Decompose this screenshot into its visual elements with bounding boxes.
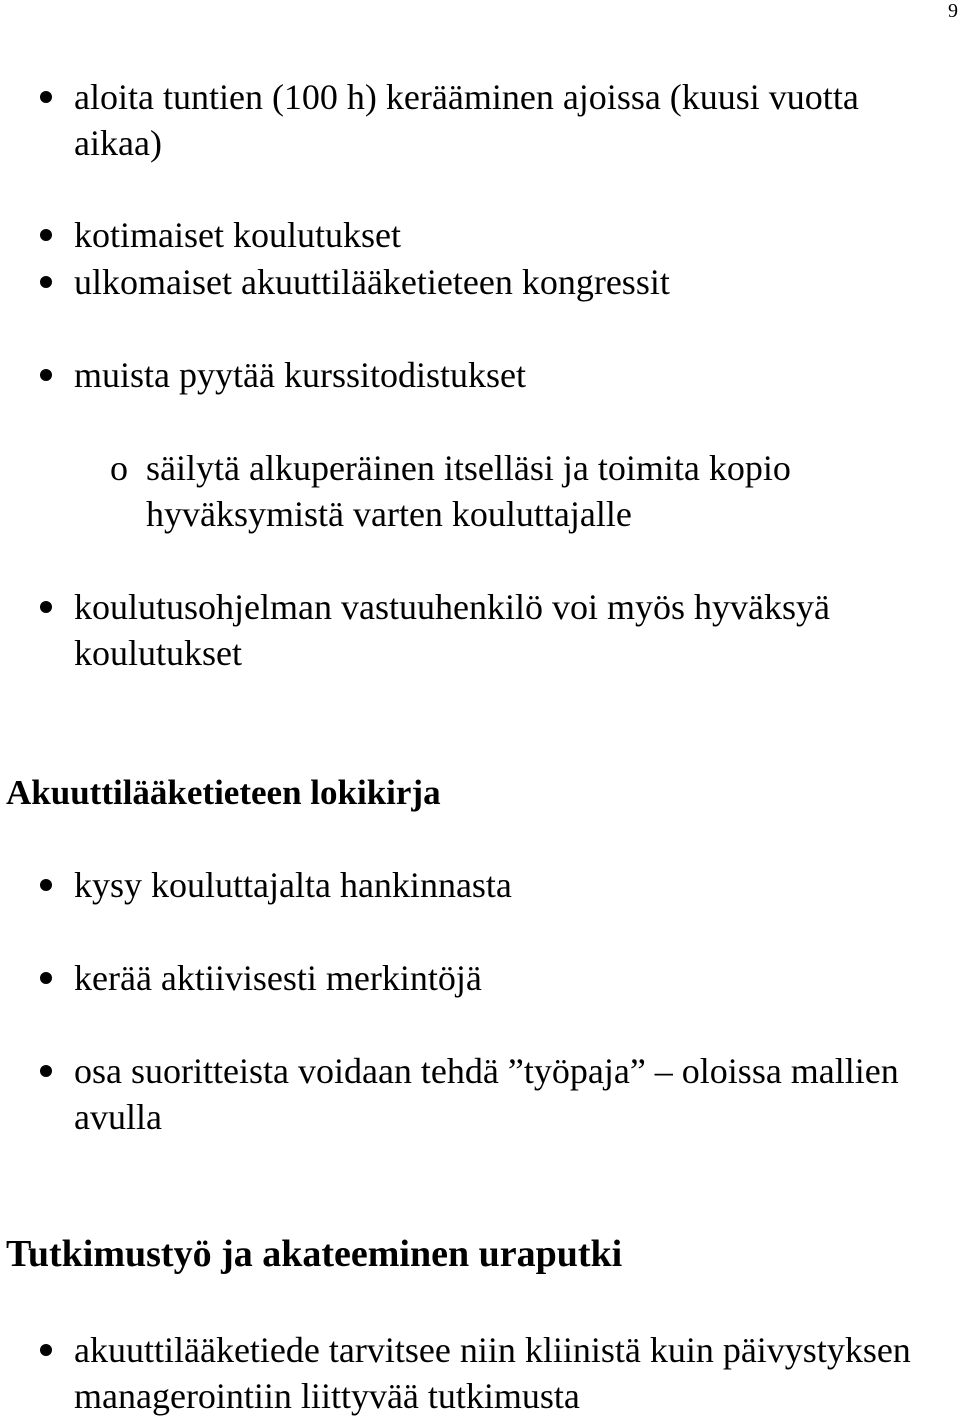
section-heading: Akuuttilääketieteen lokikirja xyxy=(6,773,441,812)
list-item-text: ulkomaiset akuuttilääketieteen kongressit xyxy=(74,262,670,302)
list-item-text: kotimaiset koulutukset xyxy=(74,215,401,255)
list-item xyxy=(74,259,944,305)
list-item-text: akuuttilääketiede tarvitsee niin kliinistä kuin päivystyksen managerointiin liittyvää tutkimusta xyxy=(74,1330,911,1416)
sub-list-item xyxy=(110,445,926,537)
bullet-icon xyxy=(40,91,52,103)
sub-list-item-text: säilytä alkuperäinen itselläsi ja toimita kopio hyväksymistä varten kouluttajalle xyxy=(146,448,791,534)
bullet-icon xyxy=(40,879,52,891)
bullet-icon xyxy=(40,972,52,984)
section-heading: Tutkimustyö ja akateeminen uraputki xyxy=(6,1233,623,1275)
sub-bullet-marker: o xyxy=(110,448,128,488)
list-item-text: osa suoritteista voidaan tehdä ”työpaja” – oloissa mallien avulla xyxy=(74,1051,899,1137)
bullet-icon xyxy=(40,1344,52,1356)
list-item-text: aloita tuntien (100 h) kerääminen ajoissa (kuusi vuotta aikaa) xyxy=(74,77,859,163)
list-item xyxy=(74,955,944,1001)
list-item-text: kerää aktiivisesti merkintöjä xyxy=(74,958,482,998)
list-item-text: koulutusohjelman vastuuhenkilö voi myös hyväksyä koulutukset xyxy=(74,587,830,673)
bullet-icon xyxy=(40,1065,52,1077)
bullet-icon xyxy=(40,369,52,381)
list-item-text: muista pyytää kurssitodistukset xyxy=(74,355,526,395)
bullet-icon xyxy=(40,601,52,613)
list-item xyxy=(74,862,944,908)
list-item xyxy=(74,1327,944,1419)
bullet-icon xyxy=(40,276,52,288)
page-number: 9 xyxy=(948,0,958,22)
list-item xyxy=(74,74,944,166)
list-item xyxy=(74,1048,944,1140)
list-item-text: kysy kouluttajalta hankinnasta xyxy=(74,865,512,905)
list-item xyxy=(74,352,944,398)
list-item xyxy=(74,212,944,258)
bullet-icon xyxy=(40,229,52,241)
list-item xyxy=(74,584,944,676)
